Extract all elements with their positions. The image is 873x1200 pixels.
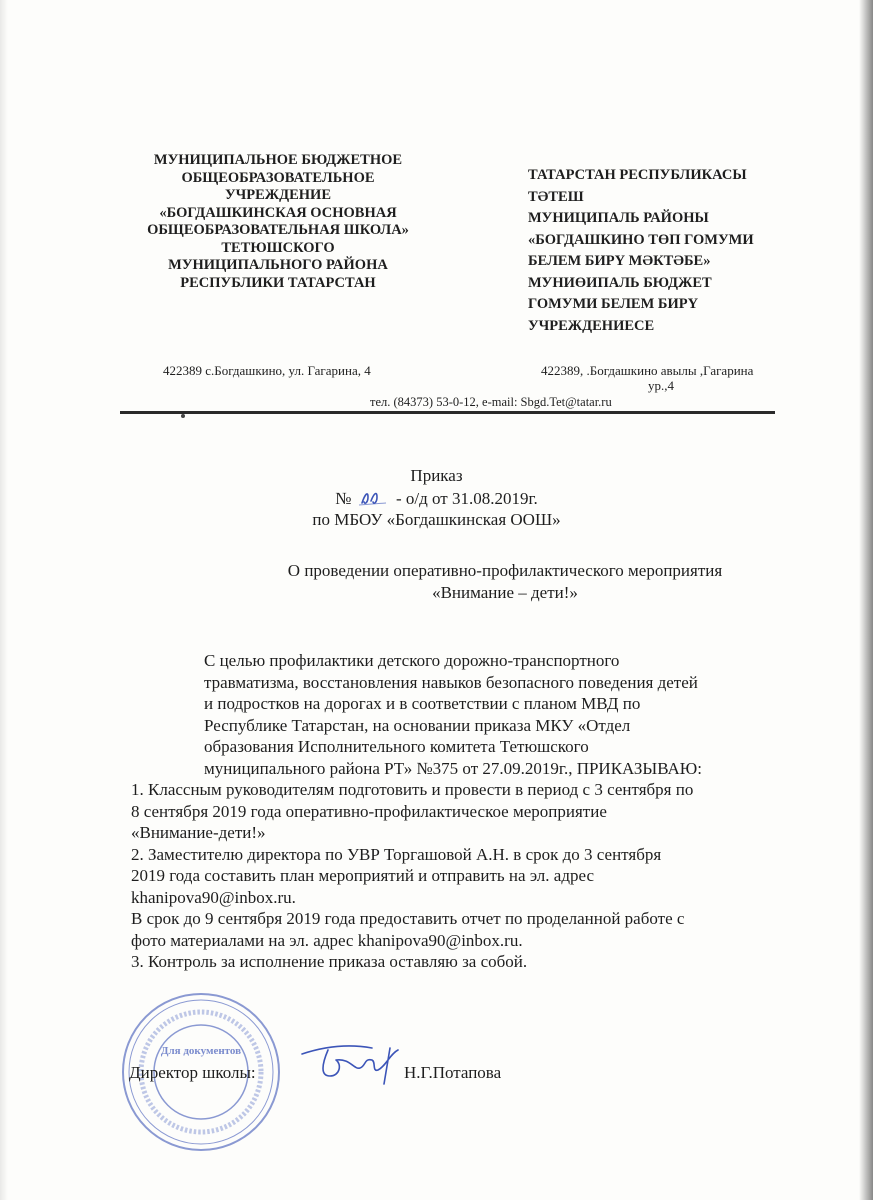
order-item-line: «Внимание-дети!»: [131, 823, 266, 842]
header-left-line: ОБЩЕОБРАЗОВАТЕЛЬНОЕ: [181, 169, 375, 186]
header-right-line: ТӘТЕШ: [528, 188, 584, 205]
subject-line: «Внимание – дети!»: [432, 583, 578, 602]
header-right-line: «БОГДАШКИНО ТӨП ГОМУМИ: [528, 231, 754, 248]
order-title: Приказ: [410, 466, 463, 485]
header-left-line: УЧРЕЖДЕНИЕ: [224, 187, 332, 203]
contacts: тел. (84373) 53-0-12, e-mail: Sbgd.Tet@tatar.ru: [370, 395, 612, 409]
header-left-line: МУНИЦИПАЛЬНОГО РАЙОНА: [168, 257, 388, 273]
header-left-line: «БОГДАШКИНСКАЯ ОСНОВНАЯ: [159, 204, 397, 221]
handwritten-signature: [298, 1040, 410, 1090]
order-number-suffix: - о/д от 31.08.2019г.: [395, 489, 538, 508]
order-items: [131, 779, 693, 973]
ink-dot: [181, 414, 185, 418]
preamble-line: образования Исполнительного комитета Тетюшского: [204, 737, 589, 756]
preamble-line: и подростков на дорогах и в соответствии с планом МВД по: [204, 694, 641, 713]
preamble-line: муниципального района РТ» №375 от 27.09.2019г., ПРИКАЗЫВАЮ:: [204, 758, 702, 778]
director-name: Н.Г.Потапова: [404, 1063, 502, 1082]
handwritten-number: [356, 488, 392, 508]
header-right-line: БЕЛЕМ БИРҮ МӘКТӘБЕ»: [528, 253, 711, 269]
order-item-line: khanipova90@inbox.ru.: [131, 887, 296, 907]
header-right-line: ГОМУМИ БЕЛЕМ БИРҮ: [528, 296, 699, 312]
address-right: 422389, .Богдашкино авылы ,Гагарина: [541, 363, 754, 378]
header-right-line: УЧРЕЖДЕНИЕСЕ: [528, 317, 655, 334]
order-item-line: 2. Заместителю директора по УВР Торгашовой А.Н. в срок до 3 сентября: [131, 844, 662, 864]
header-right-line: МУНИЦИПАЛЬ РАЙОНЫ: [528, 210, 709, 226]
order-item-line: 3. Контроль за исполнение приказа оставляю за собой.: [131, 952, 528, 971]
order-org: по МБОУ «Богдашкинская ООШ»: [312, 510, 561, 529]
stamp-label: Для документов: [160, 1045, 242, 1057]
header-right-line: ТАТАРСТАН РЕСПУБЛИКАСЫ: [528, 167, 747, 183]
order-number-line: [0, 488, 873, 509]
order-item-line: фото материалами на эл. адрес khanipova90@inbox.ru.: [131, 930, 523, 950]
header-left-line: МУНИЦИПАЛЬНОЕ БЮДЖЕТНОЕ: [153, 152, 403, 168]
address-left: 422389 с.Богдашкино, ул. Гагарина, 4: [163, 363, 371, 378]
header-left-ru: [140, 152, 416, 292]
preamble: [204, 650, 702, 779]
header-left-line: ОБЩЕОБРАЗОВАТЕЛЬНАЯ ШКОЛА»: [147, 222, 409, 238]
header-right-tt: [528, 165, 828, 337]
order-item-line: 2019 года составить план мероприятий и отправить на эл. адрес: [131, 866, 595, 885]
subject-line: О проведении оперативно-профилактического мероприятия: [287, 561, 723, 580]
order-number-prefix: №: [335, 489, 352, 508]
signature-role: Директор школы:: [129, 1063, 256, 1082]
header-right-line: МУНИӨИПАЛЬ БЮДЖЕТ: [528, 274, 712, 291]
preamble-line: С целью профилактики детского дорожно-транспортного: [204, 651, 620, 670]
header-left-line: ТЕТЮШСКОГО: [221, 239, 335, 256]
header-left-line: РЕСПУБЛИКИ ТАТАРСТАН: [180, 274, 376, 291]
order-item-line: В срок до 9 сентября 2019 года предоставить отчет по проделанной работе с: [131, 909, 685, 928]
order-item-line: 1. Классным руководителям подготовить и провести в период с 3 сентября по: [131, 780, 694, 799]
preamble-line: травматизма, восстановления навыков безопасного поведения детей: [204, 672, 698, 692]
order-item-line: 8 сентября 2019 года оперативно-профилактическое мероприятие: [131, 801, 607, 821]
header-rule: [120, 411, 775, 414]
address-right-continued: ур.,4: [648, 378, 674, 393]
preamble-line: Республике Татарстан, на основании приказа МКУ «Отдел: [204, 715, 631, 735]
